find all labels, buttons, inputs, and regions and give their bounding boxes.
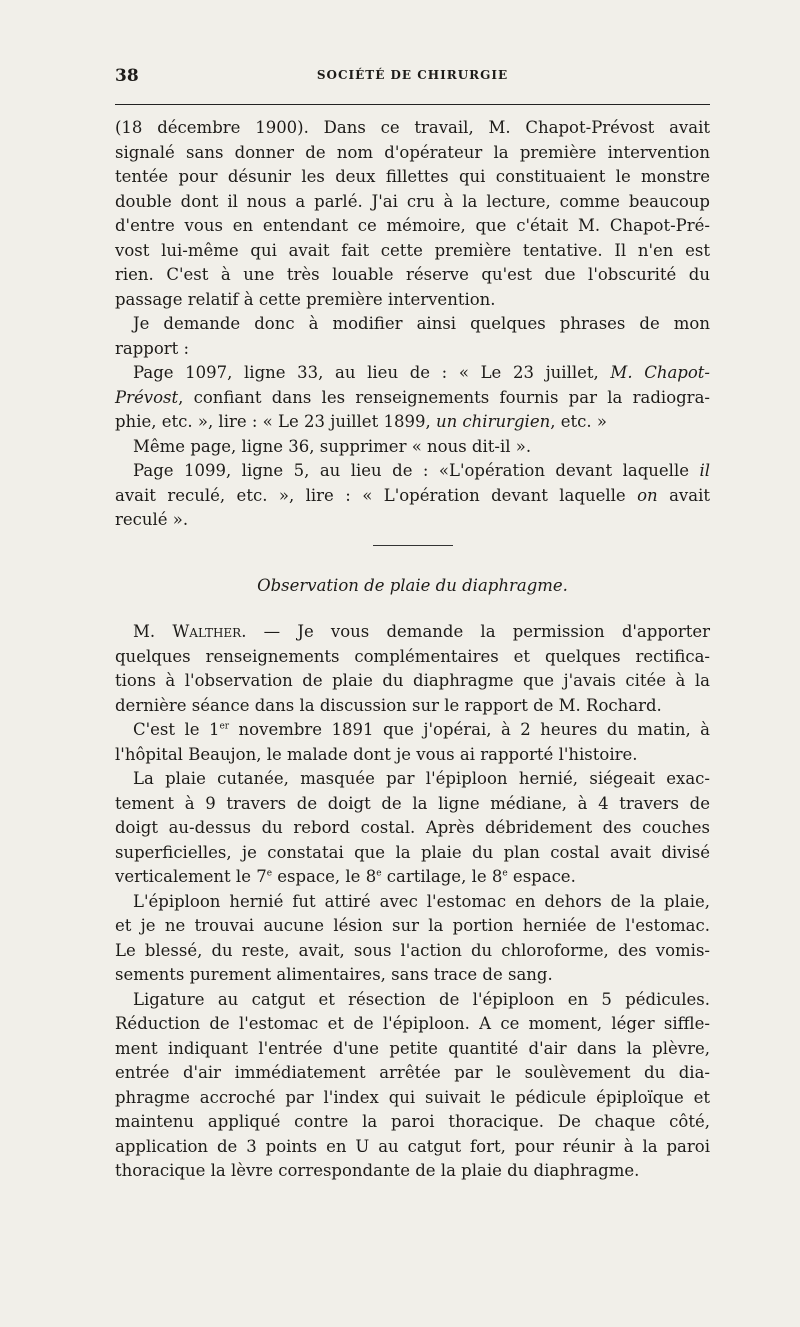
speaker-name: M. Walther. xyxy=(133,622,247,641)
text-line: double dont il nous a parlé. J'ai cru à la lecture, comme beaucoup xyxy=(115,191,710,211)
text-run: cartilage, le 8 xyxy=(381,867,503,886)
text-line xyxy=(115,484,710,509)
section-title: Observation de plaie du diaphragme. xyxy=(257,575,568,595)
text-line: Même page, ligne 36, supprimer « nous dit-il ». xyxy=(133,436,532,456)
text-line xyxy=(115,865,710,890)
text-run: verticalement le 7 xyxy=(115,867,267,886)
paragraph-1 xyxy=(115,116,710,312)
page-number: 38 xyxy=(115,66,139,86)
italic-run: un chirurgien xyxy=(435,412,551,431)
text-line: L'épiploon hernié fut attiré avec l'estomac en dehors de la plaie, xyxy=(133,891,710,911)
text-run: avait xyxy=(657,485,710,505)
text-line: passage relatif à cette première intervention. xyxy=(115,289,496,309)
text-run: novembre 1891 que j'opérai, à 2 heures du matin, à xyxy=(229,720,710,739)
text-line xyxy=(115,459,710,484)
text-run: Page 1097, ligne 33, au lieu de : « Le 23 juillet, xyxy=(133,363,611,382)
text-line: signalé sans donner de nom d'opérateur la première intervention xyxy=(115,142,710,162)
italic-run: M. Chapot- xyxy=(610,363,710,382)
text-line: sements purement alimentaires, sans trace de sang. xyxy=(115,965,553,984)
paragraph-3 xyxy=(115,361,710,435)
text-line: dernière séance dans la discussion sur le rapport de M. Rochard. xyxy=(115,695,662,715)
text-run: Page 1099, ligne 5, au lieu de : «L'opération devant laquelle xyxy=(133,461,700,480)
superscript: e xyxy=(502,868,508,879)
text-run: espace. xyxy=(507,867,576,886)
paragraph-9 xyxy=(115,890,710,988)
text-line: doigt au-dessus du rebord costal. Après débridement des couches xyxy=(115,818,710,837)
italic-run: il xyxy=(699,461,710,480)
text-line: Je demande donc à modifier ainsi quelques phrases de mon xyxy=(133,314,710,333)
text-line xyxy=(115,361,710,386)
text-line: rapport : xyxy=(115,338,190,358)
superscript: e xyxy=(266,868,273,879)
text-line: reculé ». xyxy=(115,510,189,529)
text-line: rien. C'est à une très louable réserve qu'est due l'obscurité du xyxy=(115,265,710,284)
text-line: ment indiquant l'entrée d'une petite quantité d'air dans la plèvre, xyxy=(115,1038,710,1058)
text-line: vost lui-même qui avait fait cette première tentative. Il n'en est xyxy=(115,240,710,260)
text-line: tentée pour désunir les deux fillettes qui constituaient le monstre xyxy=(115,167,710,186)
text-line xyxy=(115,620,710,645)
text-line: Le blessé, du reste, avait, sous l'action du chloroforme, des vomis- xyxy=(115,940,710,960)
italic-run: on xyxy=(637,485,658,505)
text-run: , etc. » xyxy=(550,412,607,431)
text-line: Réduction de l'estomac et de l'épiploon. A ce moment, léger siffle- xyxy=(115,1014,710,1033)
text-line: thoracique la lèvre correspondante de la plaie du diaphragme. xyxy=(115,1161,640,1180)
text-line: et je ne trouvai aucune lésion sur la portion herniée de l'estomac. xyxy=(115,916,710,935)
text-line: tement à 9 travers de doigt de la ligne médiane, à 4 travers de xyxy=(115,793,710,813)
text-line: phragme accroché par l'index qui suivait le pédicule épiploïque et xyxy=(115,1087,710,1107)
text-line: quelques renseignements complémentaires et quelques rectifica- xyxy=(115,646,710,666)
text-run: avait reculé, etc. », lire : « L'opération devant laquelle xyxy=(115,485,638,505)
italic-run: Prévost xyxy=(115,387,179,407)
page-header xyxy=(115,66,710,90)
text-line: application de 3 points en U au catgut fort, pour réunir à la paroi xyxy=(115,1136,710,1156)
text-line: Ligature au catgut et résection de l'épiploon en 5 pédicules. xyxy=(133,989,710,1009)
text-line: La plaie cutanée, masquée par l'épiploon hernié, siégeait exac- xyxy=(133,769,710,788)
header-rule xyxy=(115,104,710,105)
text-line: (18 décembre 1900). Dans ce travail, M. Chapot-Prévost avait xyxy=(115,118,710,137)
paragraph-8 xyxy=(115,767,710,890)
paragraph-2 xyxy=(115,312,710,361)
text-run: , confiant dans les renseignements fournis par la radiogra- xyxy=(178,387,710,407)
section-separator xyxy=(373,545,453,546)
text-line xyxy=(115,718,710,743)
text-run: — Je vous demande la permission d'apporter xyxy=(246,622,710,641)
text-line: entrée d'air immédiatement arrêtée par le soulèvement du dia- xyxy=(115,1063,710,1082)
text-line: l'hôpital Beaujon, le malade dont je vous ai rapporté l'histoire. xyxy=(115,744,638,764)
text-line: superficielles, je constatai que la plaie du plan costal avait divisé xyxy=(115,842,710,862)
text-line: maintenu appliqué contre la paroi thoracique. De chaque côté, xyxy=(115,1112,710,1131)
text-run: C'est le 1 xyxy=(133,720,220,739)
superscript: er xyxy=(219,721,230,732)
text-run: espace, le 8 xyxy=(272,867,377,886)
paragraph-5 xyxy=(115,459,710,533)
running-head: SOCIÉTÉ DE CHIRURGIE xyxy=(316,68,509,82)
paragraph-7 xyxy=(115,718,710,767)
text-line: d'entre vous en entendant ce mémoire, que c'était M. Chapot-Pré- xyxy=(115,216,710,235)
superscript: e xyxy=(376,868,382,879)
text-line xyxy=(115,410,710,435)
text-line xyxy=(115,386,710,411)
paragraph-4 xyxy=(115,435,710,460)
text-line: tions à l'observation de plaie du diaphragme que j'avais citée à la xyxy=(115,671,710,690)
body-text xyxy=(115,116,710,1184)
paragraph-10 xyxy=(115,988,710,1184)
text-run: phie, etc. », lire : « Le 23 juillet 1899, xyxy=(115,412,436,431)
paragraph-6 xyxy=(115,620,710,718)
